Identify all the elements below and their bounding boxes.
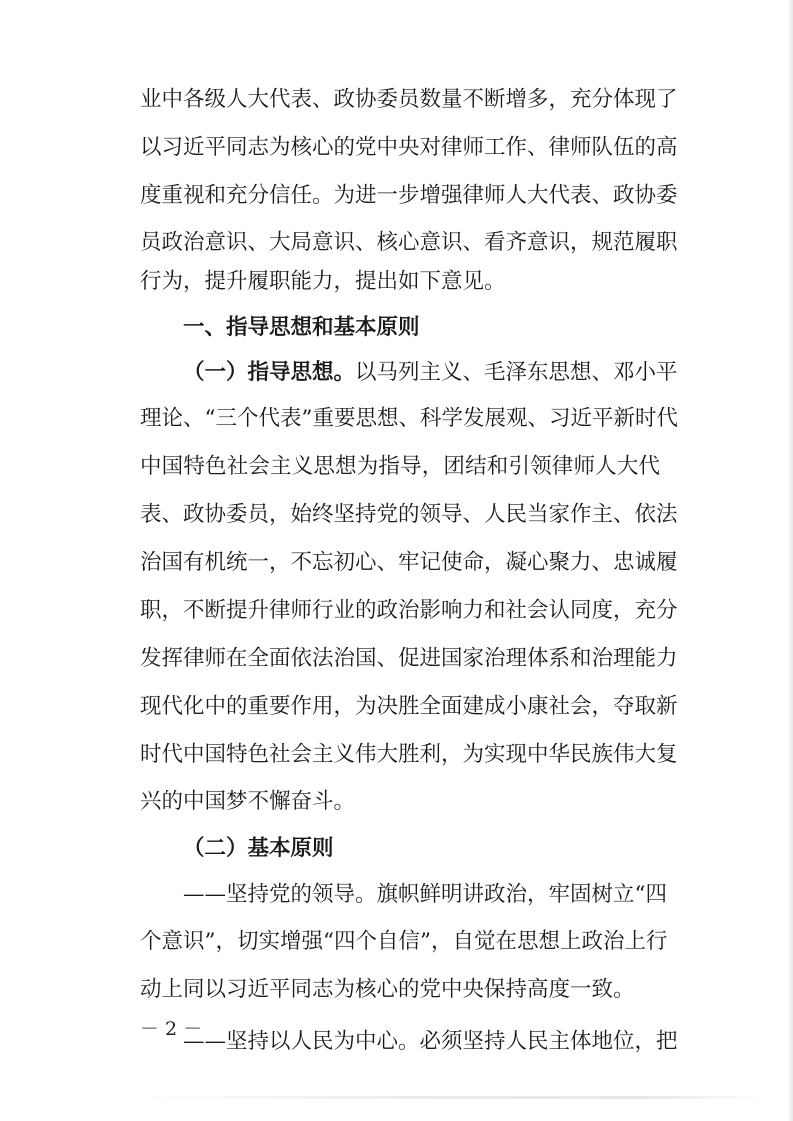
- body-line-11: 治国有机统一，不忘初心、牢记使命，凝心聚力、忠诚履: [140, 550, 678, 575]
- body-line-10: 表、政协委员，始终坚持党的领导、人民当家作主、依法: [140, 502, 678, 527]
- body-line-16: 兴的中国梦不懈奋斗。: [140, 789, 356, 814]
- body-line-3: 度重视和充分信任。为进一步增强律师人大代表、政协委: [140, 183, 678, 208]
- body-line-4: 员政治意识、大局意识、核心意识、看齐意识，规范履职: [140, 230, 678, 255]
- body-line-13: 发挥律师在全面依法治国、促进国家治理体系和治理能力: [140, 646, 678, 671]
- body-line-12: 职，不断提升律师行业的政治影响力和社会认同度，充分: [140, 598, 678, 623]
- body-line-2: 以习近平同志为核心的党中央对律师工作、律师队伍的高: [140, 135, 678, 160]
- body-line-14: 现代化中的重要作用，为决胜全面建成小康社会，夺取新: [140, 694, 678, 719]
- subsection-heading-guiding: （一）指导思想。: [183, 360, 356, 385]
- section-heading-1: 一、指导思想和基本原则: [183, 315, 420, 340]
- principle-line-2: 个意识”，切实增强“四个自信”，自觉在思想上政治上行: [140, 929, 668, 954]
- principle-line-1: ——坚持党的领导。旗帜鲜明讲政治，牢固树立“四: [183, 882, 667, 907]
- principle-line-4: ——坚持以人民为中心。必须坚持人民主体地位，把: [183, 1029, 678, 1054]
- principle-line-3: 动上同以习近平同志为核心的党中央保持高度一致。: [140, 977, 635, 1002]
- page-number: － 2 －: [140, 1018, 203, 1040]
- body-line-5: 行为，提升履职能力，提出如下意见。: [140, 269, 506, 294]
- subsection-guiding-line: [183, 358, 678, 388]
- body-line-15: 时代中国特色社会主义伟大胜利，为实现中华民族伟大复: [140, 742, 678, 767]
- subsection-heading-principles: （二）基本原则: [183, 836, 334, 861]
- scan-bottom-shadow: [130, 1096, 770, 1099]
- body-line-8: 理论、“三个代表”重要思想、科学发展观、习近平新时代: [140, 406, 678, 431]
- scan-edge-shadow: [787, 0, 793, 1121]
- body-line-9: 中国特色社会主义思想为指导，团结和引领律师人大代: [140, 454, 660, 479]
- subsection-guiding-text: 以马列主义、毛泽东思想、邓小平: [355, 360, 678, 385]
- body-line-1: 业中各级人大代表、政协委员数量不断增多，充分体现了: [140, 87, 678, 112]
